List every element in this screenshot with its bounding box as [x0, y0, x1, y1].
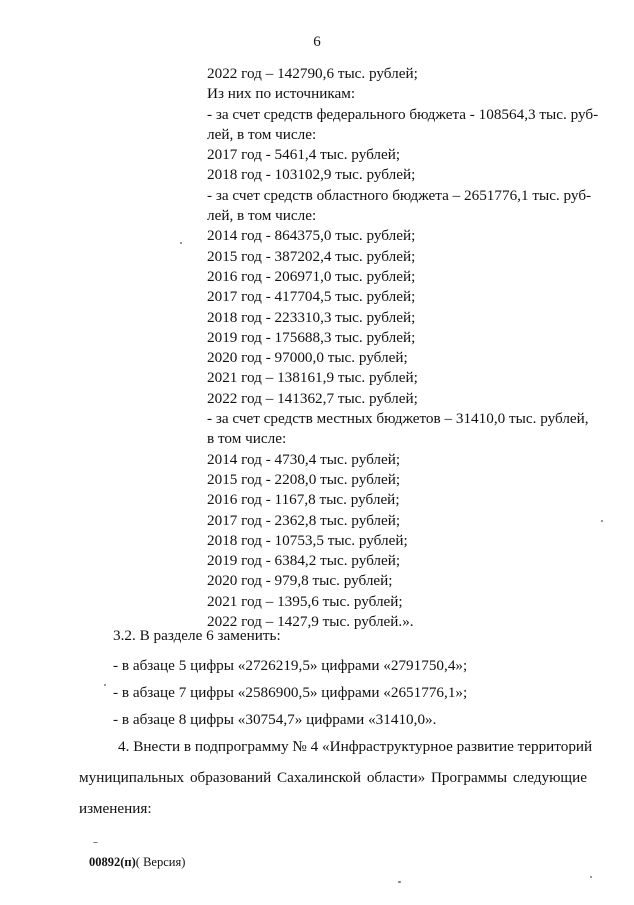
page-number: 6 [313, 34, 321, 50]
funding-line: Из них по источникам: [207, 85, 356, 103]
funding-line: - за счет средств областного бюджета – 2651776,1 тыс. руб- [207, 186, 592, 204]
section-3-2-item: - в абзаце 5 цифры «2726219,5» цифрами «2791750,4»; [113, 657, 468, 674]
paragraph-line: изменения: [79, 800, 152, 817]
section-3-2-item: - в абзаце 7 цифры «2586900,5» цифрами «2651776,1»; [113, 684, 468, 701]
funding-line: 2014 год - 864375,0 тыс. рублей; [207, 227, 416, 245]
document-footer [89, 855, 185, 870]
funding-line: 2016 год - 1167,8 тыс. рублей; [207, 491, 400, 509]
paragraph-line: 4. Внести в подпрограмму № 4 «Инфраструктурное развитие территорий [118, 738, 593, 755]
scan-speck [590, 876, 592, 878]
section-3-2-item: - в абзаце 8 цифры «30754,7» цифрами «31410,0». [113, 711, 437, 728]
funding-line: 2022 год – 142790,6 тыс. рублей; [207, 65, 418, 82]
item-4-paragraph [79, 731, 593, 824]
funding-line: лей, в том числе: [207, 125, 317, 143]
funding-breakdown [207, 64, 597, 632]
funding-line: 2018 год - 223310,3 тыс. рублей; [207, 308, 416, 326]
funding-line: 2018 год - 103102,9 тыс. рублей; [207, 166, 416, 184]
scan-speck [104, 684, 106, 686]
funding-line: 2019 год - 175688,3 тыс. рублей; [207, 328, 416, 346]
funding-line: 2015 год - 387202,4 тыс. рублей; [207, 247, 416, 265]
funding-line: 2021 год – 138161,9 тыс. рублей; [207, 369, 418, 387]
funding-line: 2018 год - 10753,5 тыс. рублей; [207, 531, 408, 549]
funding-line: 2022 год – 141362,7 тыс. рублей; [207, 389, 418, 407]
scan-speck [601, 520, 603, 522]
scan-speck [398, 881, 401, 883]
funding-line: 2017 год - 2362,8 тыс. рублей; [207, 511, 401, 529]
funding-line: 2019 год - 6384,2 тыс. рублей; [207, 552, 401, 570]
section-3-2-heading: 3.2. В разделе 6 заменить: [113, 627, 281, 644]
document-code: 00892(п) [89, 855, 136, 869]
funding-line: 2017 год - 417704,5 тыс. рублей; [207, 288, 416, 306]
scan-speck [180, 242, 182, 244]
funding-line: 2014 год - 4730,4 тыс. рублей; [207, 450, 401, 468]
funding-line: 2021 год – 1395,6 тыс. рублей; [207, 592, 403, 610]
funding-line: - за счет средств местных бюджетов – 31410,0 тыс. рублей, [207, 410, 589, 428]
funding-line: 2020 год - 979,8 тыс. рублей; [207, 572, 393, 590]
funding-line: лей, в том числе: [207, 207, 317, 225]
funding-line: - за счет средств федерального бюджета - 108564,3 тыс. руб- [207, 105, 599, 123]
funding-line: 2017 год - 5461,4 тыс. рублей; [207, 146, 401, 164]
funding-line: 2020 год - 97000,0 тыс. рублей; [207, 349, 408, 367]
funding-line: в том числе: [207, 430, 287, 448]
funding-line: 2016 год - 206971,0 тыс. рублей; [207, 267, 416, 285]
scan-speck [93, 842, 98, 843]
paragraph-line: муниципальных образований Сахалинской области» Программы следующие [79, 769, 587, 786]
document-version: ( Версия) [135, 855, 186, 869]
funding-line: 2022 год – 1427,9 тыс. рублей.». [207, 613, 414, 631]
funding-line: 2015 год - 2208,0 тыс. рублей; [207, 470, 401, 488]
